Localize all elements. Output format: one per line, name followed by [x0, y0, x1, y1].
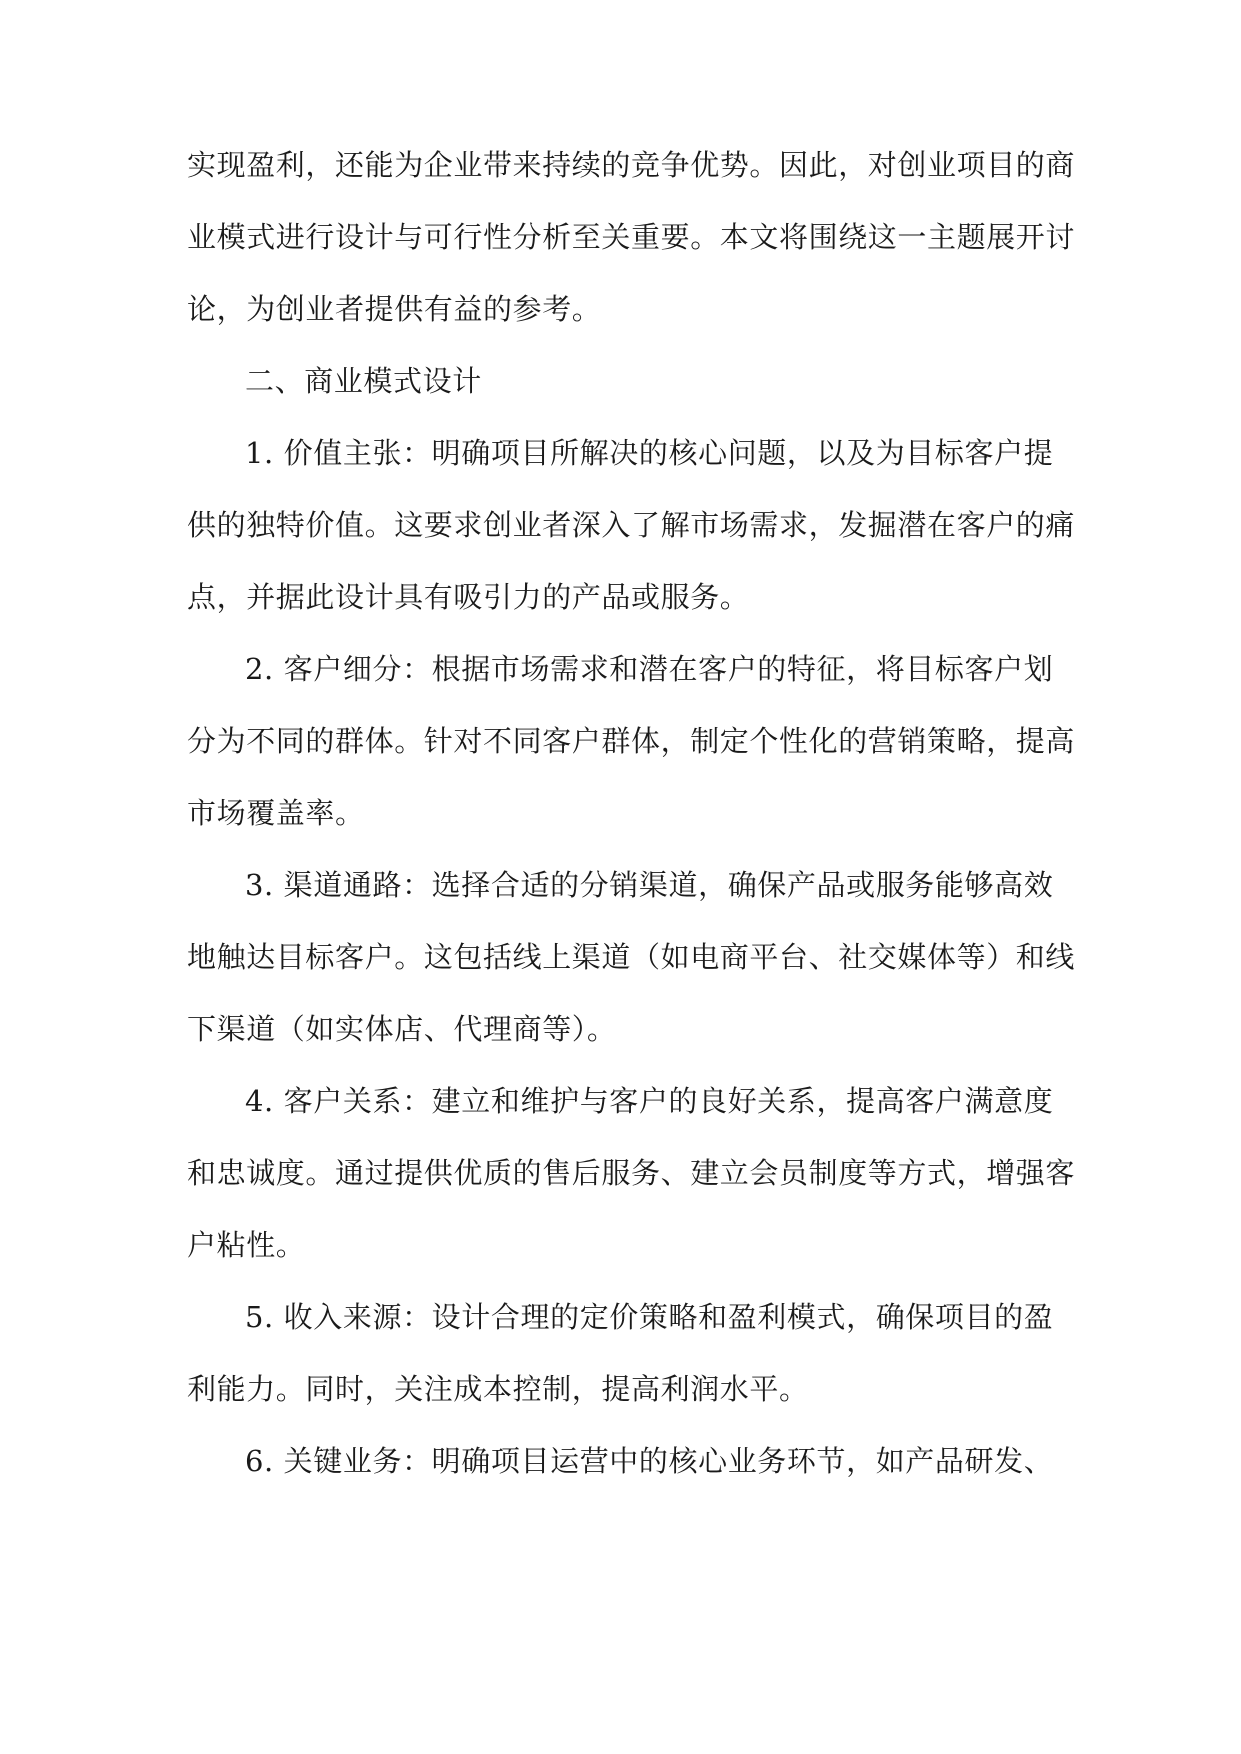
- list-item-value-proposition: [187, 433, 1076, 617]
- text-line: 利能力。同时，关注成本控制，提高利润水平。: [187, 1372, 809, 1406]
- list-item-channels: [187, 865, 1076, 1049]
- text-line: 下渠道（如实体店、代理商等）。: [187, 1012, 617, 1046]
- text-line: 论，为创业者提供有益的参考。: [187, 292, 602, 326]
- list-item-key-activities: [187, 1441, 1053, 1481]
- text-line: 市场覆盖率。: [187, 796, 365, 830]
- text-line: 点，并据此设计具有吸引力的产品或服务。: [187, 580, 750, 614]
- text-line: 2. 客户细分：根据市场需求和潜在客户的特征，将目标客户划: [245, 652, 1054, 686]
- text-line: 6. 关键业务：明确项目运营中的核心业务环节，如产品研发、: [245, 1444, 1054, 1478]
- text-line: 实现盈利，还能为企业带来持续的竞争优势。因此，对创业项目的商: [187, 148, 1076, 182]
- text-line: 1. 价值主张：明确项目所解决的核心问题，以及为目标客户提: [245, 436, 1054, 470]
- intro-paragraph: [187, 145, 1076, 329]
- text-line: 4. 客户关系：建立和维护与客户的良好关系，提高客户满意度: [245, 1084, 1054, 1118]
- list-item-revenue-streams: [187, 1297, 1053, 1409]
- text-line: 供的独特价值。这要求创业者深入了解市场需求，发掘潜在客户的痛: [187, 508, 1076, 542]
- document-body: [187, 145, 1076, 1481]
- text-line: 地触达目标客户。这包括线上渠道（如电商平台、社交媒体等）和线: [187, 940, 1076, 974]
- text-line: 5. 收入来源：设计合理的定价策略和盈利模式，确保项目的盈: [245, 1300, 1054, 1334]
- list-item-customer-relationships: [187, 1081, 1076, 1265]
- text-line: 户粘性。: [187, 1228, 306, 1262]
- text-line: 业模式进行设计与可行性分析至关重要。本文将围绕这一主题展开讨: [187, 220, 1076, 254]
- text-line: 分为不同的群体。针对不同客户群体，制定个性化的营销策略，提高: [187, 724, 1076, 758]
- text-line: 和忠诚度。通过提供优质的售后服务、建立会员制度等方式，增强客: [187, 1156, 1076, 1190]
- list-item-customer-segments: [187, 649, 1076, 833]
- text-line: 3. 渠道通路：选择合适的分销渠道，确保产品或服务能够高效: [245, 868, 1054, 902]
- section-heading: 二、商业模式设计: [245, 364, 482, 398]
